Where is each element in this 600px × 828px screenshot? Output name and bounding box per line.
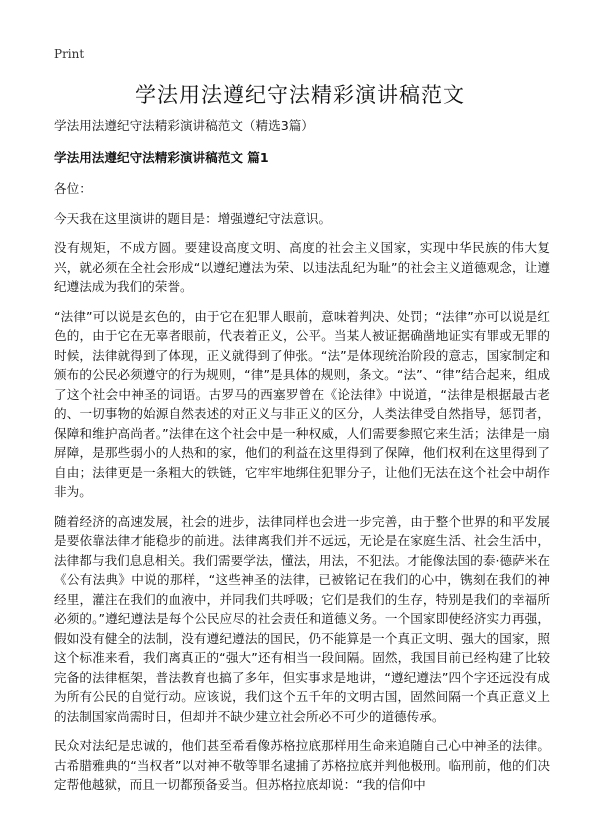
paragraph: 民众对法纪是忠诚的，他们甚至希看像苏格拉底那样用生命来追随自己心中神圣的法律。古希腊雅典的“当权者”以对神不敬等罪名逮捕了苏格拉底并判他极刑。临刑前，他的们决定帮他越狱，而且一切都预备妥当。但苏格拉底却说：“我的信仰中: [54, 738, 550, 792]
document-title: 学法用法遵纪守法精彩演讲稿范文: [135, 83, 465, 107]
section-heading: 学法用法遵纪守法精彩演讲稿范文 篇1: [54, 149, 269, 165]
paragraph: 没有规矩，不成方圆。要建设高度文明、高度的社会主义国家，实现中华民族的伟大复兴，就必须在全社会形成“以遵纪遵法为荣、以违法乱纪为耻”的社会主义道德观念，让遵纪遵法成为我们的荣誉。: [54, 240, 550, 294]
paragraph: “法律”可以说是玄色的，由于它在犯罪人眼前，意味着判决、处罚；“法律”亦可以说是红色的，由于它在无辜者眼前，代表着正义，公平。当某人被证据确凿地证实有罪或无罪的时候，法律就得到了体现，正义就得到了伸张。“法”是体现统治阶段的意志，国家制定和颁布的公民必须遵守的行为规则，“律”是具体的规则，条文。“法”、“律”结合起来，组成了这个社会中神圣的词语。古罗马的西塞罗曾在《论法律》中说道，“法律是根据最古老的、一切事物的始源自然表述的对正义与非正义的区分，人类法律受自然指导，惩罚者，保障和维护高尚者。”法律在这个社会中是一种权威，人们需要参照它来生活；法律是一扇屏障，是那些弱小的人热和的家，他们的利益在这里得到了保障，他们权利在这里得到了自由；法律更是一条粗大的铁链，它牢牢地绑住犯罪分子，让他们无法在这个社会中胡作非为。: [54, 308, 550, 499]
document-subtitle: 学法用法遵纪守法精彩演讲稿范文（精选3篇）: [54, 118, 314, 133]
paragraph: 随着经济的高速发展，社会的进步，法律同样也会进一步完善，由于整个世界的和平发展是要依靠法律才能稳步的前进。法律离我们并不远远，无论是在家庭生活、社会生活中，法律都与我们息息相关。我们需要学法，懂法，用法，不犯法。才能像法国的泰·德萨米在《公有法典》中说的那样，“这些神圣的法律，已被铭记在我们的心中，镌刻在我们的神经里，灌注在我们的血液中，并同我们共呼吸；它们是我们的生存，特别是我们的幸福所必须的。”遵纪遵法是每个公民应尽的社会责任和道德义务。一个国家即使经济实力再强，假如没有健全的法制，没有遵纪遵法的国民，仍不能算是一个真正文明、强大的国家，照这个标准来看，我们离真正的“强大”还有相当一段间隔。固然，我国目前已经构建了比较完备的法律框架，普法教育也搞了多年，但实事求是地讲，“遵纪遵法”四个字还远没有成为所有公民的自觉行动。应该说，我们这个五千年的文明古国，固然间隔一个真正意义上的法制国家尚需时日，但却并不缺少建立社会所必不可少的道德传承。: [54, 513, 550, 724]
paragraph-topic: 今天我在这里演讲的题目是：增强遵纪守法意识。: [54, 210, 332, 226]
document-body: [54, 116, 550, 805]
print-link[interactable]: Print: [54, 47, 85, 61]
paragraph-greeting: 各位：: [54, 181, 92, 196]
